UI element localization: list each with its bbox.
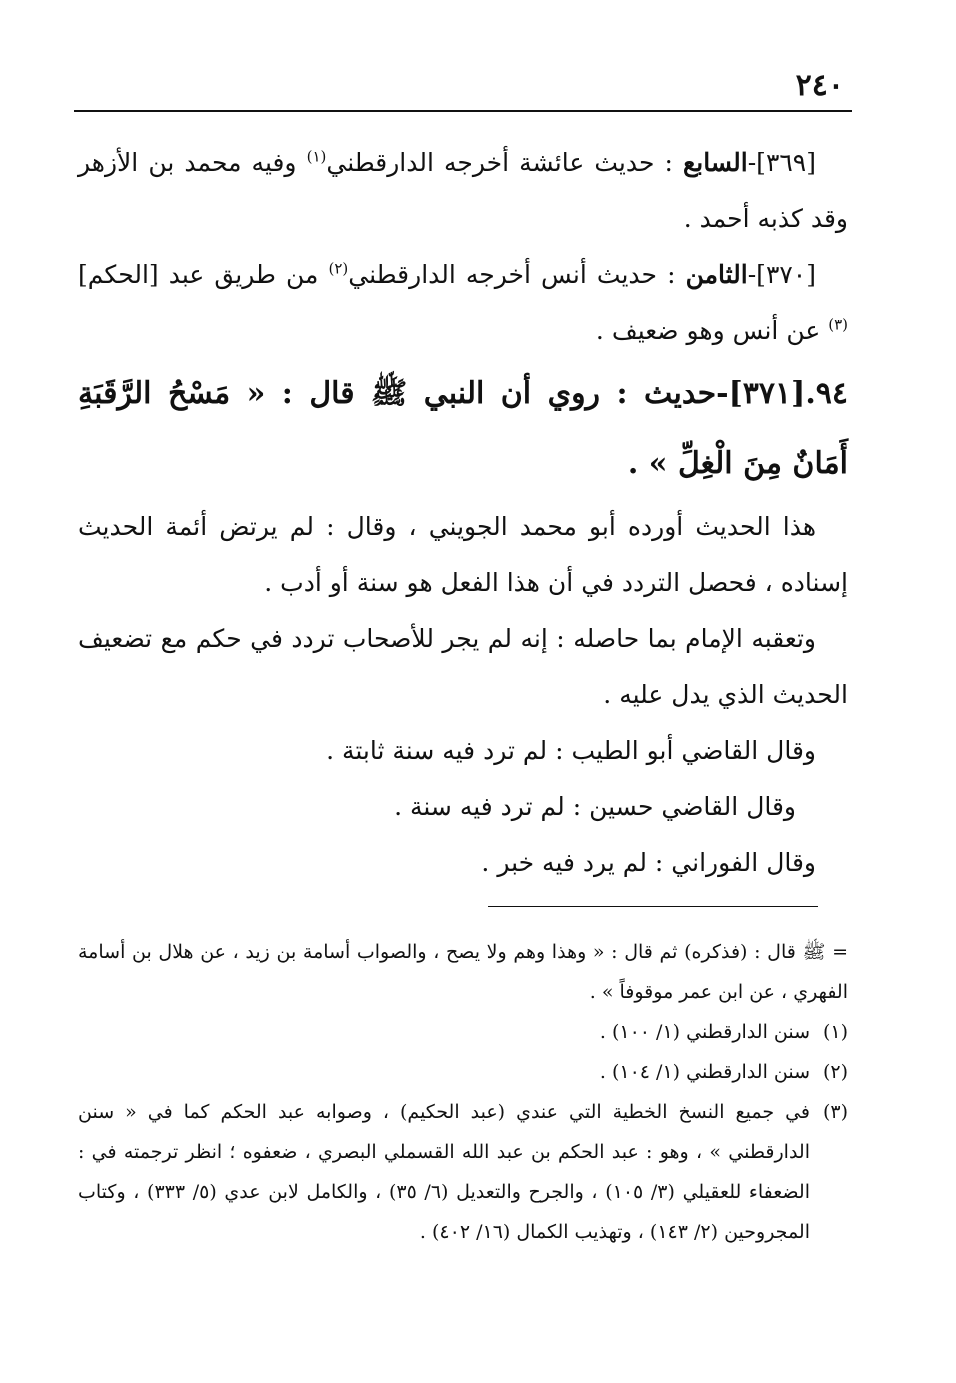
main-text (78, 135, 848, 891)
entry-text: عن أنس وهو ضعيف . (595, 316, 829, 345)
entry-text: وفيه محمد بن الأزهر وقد كذبه أحمد . (78, 148, 848, 233)
page-number: ٢٤٠ (795, 68, 844, 103)
footnote-ref[interactable]: (٣) (828, 315, 848, 334)
entry-number: [٣٧٠]- (747, 260, 816, 289)
footnote-ref[interactable]: (٢) (328, 259, 349, 278)
quote-line: وقال القاضي أبو الطيب : لم ترد فيه سنة ثابتة . (326, 736, 816, 765)
paragraph: وتعقبه الإمام بما حاصله : إنه لم يجر للأصحاب تردد في حكم مع تضعيف الحديث الذي يدل عليه . (78, 624, 848, 709)
footnote-continuation: = ﷺ قال : (فذكره) ثم قال : « وهذا وهم ولا يصح ، والصواب أسامة بن زيد ، عن هلال بن أسامة الفهري ، عن ابن عمر موقوفاً » . (78, 941, 848, 1003)
entry-text: : حديث عائشة أخرجه الدارقطني (326, 148, 683, 177)
footnote-3 (78, 1092, 848, 1252)
quote-line: وقال الفوراني : لم يرد فيه خبر . (481, 848, 816, 877)
entry-lead: الثامن (685, 260, 748, 289)
footnote-marker: (٢) (822, 1061, 848, 1083)
hadith-heading (78, 359, 848, 499)
footnote-separator (488, 906, 818, 907)
footnote-marker: (١) (822, 1021, 848, 1043)
entry-lead: السابع (682, 148, 748, 177)
footnote-ref[interactable]: (١) (306, 147, 327, 166)
footnote-text: سنن الدارقطني (١/ ١٠٤) . (599, 1061, 810, 1083)
entry-370 (78, 247, 848, 359)
heading-number: [٣٧١]- (716, 376, 806, 411)
entry-text: : حديث أنس أخرجه الدارقطني (348, 260, 686, 289)
footnote-marker: (٣) (822, 1101, 848, 1123)
footnote-text: سنن الدارقطني (١/ ١٠٠) . (599, 1021, 810, 1043)
footnote-2 (78, 1052, 848, 1092)
paragraph: هذا الحديث أورده أبو محمد الجويني ، وقال : لم يرتض أئمة الحديث إسناده ، فحصل التردد في أن هذا الفعل هو سنة أو أدب . (78, 512, 848, 597)
hadith-text: « مَسْحُ الرَّقَبَةِ أَمَانٌ مِنَ الْغِلِّ » . (78, 376, 848, 481)
section-number: ٩٤. (805, 376, 849, 411)
entry-text: من طريق عبد [الحكم] (78, 260, 329, 289)
entry-369 (78, 135, 848, 247)
header-rule (74, 110, 852, 112)
quote-line: وقال القاضي حسين : لم ترد فيه سنة . (394, 792, 796, 821)
footnote-1 (78, 1012, 848, 1052)
heading-text: حديث : روي أن النبي ﷺ قال : (265, 376, 717, 411)
footnotes (78, 932, 848, 1252)
footnote-text: في جميع النسخ الخطية التي عندي (عبد الحكيم) ، وصوابه عبد الحكم كما في « سنن الدارقطني » ، وهو : عبد الحكم بن عبد الله القسملي البصري ، ضعفوه ؛ انظر ترجمته في : الضعفاء للعقيلي (٣/ ١٠٥) ، والجرح والتعديل (٦/ ٣٥) ، والكامل لابن عدي (٥/ ٣٣٣) ، وكتاب المجروحين (٢/ ١٤٣) ، وتهذيب الكمال (١٦/ ٤٠٢) . (78, 1101, 810, 1243)
entry-number: [٣٦٩]- (747, 148, 816, 177)
